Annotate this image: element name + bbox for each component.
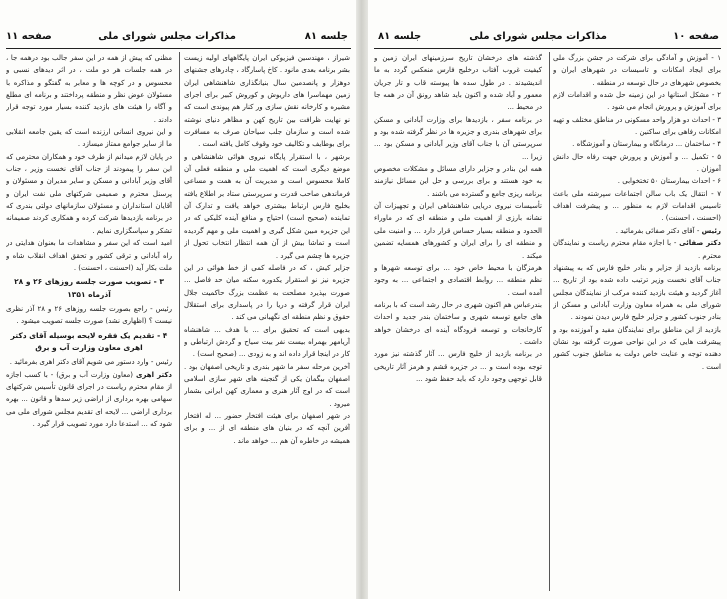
paragraph: امید است که این سفر و مشاهدات ما بعنوان هدایتی در راه آبادانی و ترقی کشور و تحقق اهداف انقلاب شاه و ملت بکار آید (احسنت ، احسنت) . bbox=[6, 239, 172, 272]
paragraph: بدیهی است که تحقیق برای ... با هدف ... شاهنشاه آریامهر بهمراه بیست نفر بیت سیاح و گردش ارتباطی و کار در اینجا قرار داده اند و به زودی ... (صحیح است) . bbox=[184, 325, 350, 359]
list-item: ۲ - مشکل استانها در این زمینه حل شده و اقدامات لازم برای آموزش و پرورش انجام می شود . bbox=[553, 91, 721, 112]
paragraph: آخرین مرحله سفر ما شهر بندری و تاریخی اصفهان بود . اصفهان بیگمان یکی از گنجینه های شهر سازی اسلامی است که در اوج آثار هنری و معماری کهن ایرانی بشمار میرود . bbox=[184, 362, 350, 408]
paragraph: گذشته های درخشان تاریخ سرزمینهای ایران زمین و کیفیت غروب آفتاب درخلیج فارس منعکس گردد به ما اندیشیدند . در طول سده ها پیوسته قاب و تار جریان معمور و آباد شده و اکنون باید شاهد رونق آن در همه جا در محیط ... bbox=[374, 54, 542, 112]
section-heading: ۳ - تصویب صورت جلسه روزهای ۲۶ و ۲۸ آذرماه ۱۳۵۱ bbox=[14, 277, 164, 299]
list-item: ۳ - احداث دو هزار واحد مسکونی در مناطق مختلف و تهیه امکانات رفاهی برای ساکنین . bbox=[553, 115, 721, 137]
list-item: ۷ - انتقال یک باب سالن اجتماعات سپرشته ملی باعث تاسیس اقدامات لازم به منظور ... و پیشرفت اهداف (احسنت ، احسنت) . bbox=[553, 189, 721, 223]
page-header bbox=[368, 28, 727, 46]
list-item: ۱ - آموزش و آمادگی برای شرکت در جشن بزرگ ملی برای ایجاد امکانات و تاسیسات در شهرهای ایران و بخصوص شهرهای در حال توسعه در منطقه . bbox=[553, 54, 721, 87]
speech-text: - آقای دکتر صفائی بفرمائید . bbox=[615, 226, 700, 235]
page-title: مذاکرات مجلس شورای ملی bbox=[98, 31, 236, 42]
list-item: ۶ - احداث بیمارستان ۵۰ تختخوابی . bbox=[617, 177, 721, 186]
speaker-name: دکتر صفائی bbox=[679, 239, 721, 248]
paragraph: همه این بنادر و جزایر دارای مسائل و مشکلات مخصوص به خود هستند و برای بررسی و حل این مسائل نیازمند برنامه ریزی جامع و گسترده می باشند . bbox=[374, 165, 542, 198]
paragraph: مظنی که پیش از همه در این سفر جالب بود درهمه جا ، در همه جلسات هر دو ملت ، در اثر دیدهای نسبی و محسوس و در کوچه ها و معابر به گفتگو و مذاکره با مسئولان عوض نظر و منطقه پرداختند و برنامه ای مطلع و آگاه را هیئت های بازدید کننده بسیار مورد توجه قرار دادند . bbox=[6, 54, 172, 124]
paragraph: برنامه بازدید از جزایر و بنادر خلیج فارس که به پیشنهاد جناب آقای نخست وزیر ترتیب داده شده بود از تاریخ ... آغاز گردید و هیئت بازدید کننده مرکب از نمایندگان مجلس شورای ملی به همراه معاون وزارت آبادانی و مسکن از بنادر جنوب کشور و جزایر خلیج فارس دیدن نمودند . bbox=[553, 263, 721, 322]
paragraph: رئیس - وارد دستور می شویم آقای دکتر اهری بفرمائید . bbox=[9, 358, 172, 367]
page-number: صفحه ۱۰ bbox=[673, 31, 719, 42]
paragraph: برشهر ، با استقرار پایگاه نیروی هوائی شاهنشاهی و موضع دیگری است که اهمیت ملی و منطقه فعلی آن کاملا محسوس است و مدیریت آن به همت و مساعی فرماندهی صاحب قدرت و سرپرستی ستاد بر اطلاع یافته بخلیج فارس ارتباط بیشتری خواهد یافت و تدارک آن تماینده (صحیح است) احتیاج و منافع آینده کلیکی که در این جزیره مبین شکل گیری و اهمیت ملی و مهم گردیده است و تماشا بیش از آن همه انتظار انتخاب تحول از جزیره ها چشم می گیرد . bbox=[184, 152, 350, 260]
paragraph: جزایر کیش ، که در فاصله کمی از خط هوائی در این جزیره نیز نو استقرار یکدوره سکنه میان حد فاصل ... صورت بپذیرد مصلحت به عظمت بزرگ حاکمیت جلال ایران قرار گرفته و دریا را در پاسداری برای استقلال حقوق و نظم منطقه ای نگهبانی می کند . bbox=[184, 263, 350, 322]
page-session: جلسه ۸۱ bbox=[378, 31, 422, 42]
paragraph: هرمزگان با محیط خاص خود ... برای توسعه شهرها و نظم منطقه ... روابط اقتصادی و اجتماعی ... به وجود آمده است . bbox=[374, 263, 542, 297]
speech-text: - با اجازه مقام محترم ریاست و نمایندگان محترم . bbox=[553, 239, 721, 260]
paragraph: در شهر اصفهان برای هیئت افتخار حضور ... له افتخار آفرین آنچه که در بنیان های منطقه ای از ... و برای همیشه در خاطره آن هم ... خواهد ماند . bbox=[184, 411, 350, 445]
book-gutter bbox=[356, 0, 368, 599]
paragraph: در برنامه بازدید از خلیج فارس ... آثار گذشته نیز مورد توجه بوده است و ... در جزیره قشم و هرمز آثار تاریخی قابل توجهی وجود دارد که باید حفظ شود ... bbox=[374, 350, 542, 383]
paragraph: و این نیروی انسانی ارزنده است که یقین جامعه انقلابی ما از سایر جوامع ممتاز میسازد . bbox=[6, 128, 172, 149]
paragraph: بازدید از این مناطق برای نمایندگان مفید و آموزنده بود و پیشرفت هایی که در این نواحی صورت گرفته بود نشان دهنده توجه و عنایت خاص دولت به مناطق جنوب کشور است . bbox=[553, 325, 721, 371]
left-page bbox=[0, 0, 356, 599]
header-rule bbox=[6, 48, 351, 49]
paragraph bbox=[553, 225, 721, 237]
column-divider bbox=[549, 52, 550, 591]
paragraph bbox=[6, 369, 172, 431]
page-header bbox=[0, 28, 356, 46]
text-column-left bbox=[6, 52, 172, 591]
column-divider bbox=[179, 52, 180, 591]
speaker-name: دکتر اهری bbox=[135, 370, 172, 379]
speaker-name: رئیس bbox=[701, 226, 721, 235]
page-title: مذاکرات مجلس شورای ملی bbox=[469, 31, 607, 42]
paragraph: در برنامه سفر ، بازدیدها برای وزارت آبادانی و مسکن برای شهرهای بندری و جزیره ها در نظر گرفته شده بود و سرپرستی آن با جناب آقای وزیر آبادانی و مسکن بود ... زیرا ... bbox=[374, 115, 542, 161]
section-heading: ۴ - تقدیم یک فقره لایحه بوسیله آقای دکتر اهری معاون وزارت آب و برق bbox=[10, 330, 168, 352]
paragraph: بندرعباس هم اکنون شهری در حال رشد است که با برنامه های جامع توسعه شهری و ساختمان بندر جدید و احداث کارخانجات و توسعه فرودگاه آینده ای درخشان خواهد داشت . bbox=[374, 300, 542, 346]
text-column-right bbox=[184, 52, 350, 591]
header-rule bbox=[374, 48, 721, 49]
paragraph: در پایان لازم میدانم از طرف خود و همکاران محترمی که این سفر را پیمودند از جناب آقای نخست وزیر ، جناب آقای وزیر آبادانی و مسکن و سایر مدیران و مسئولان و پرسنل محترم و صمیمی شرکتهای ملی نفت ایران و آقایان استانداران و مسئولان سازمانهای دولتی بندری که در برنامه بازدیدها شرکت کرده و همکاری کردند صمیمانه تشکر و سپاسگزاری نمایم . bbox=[6, 152, 172, 235]
text-column-right bbox=[553, 52, 721, 591]
text-column-left bbox=[374, 52, 542, 591]
page-session: جلسه ۸۱ bbox=[304, 31, 348, 42]
paragraph bbox=[553, 237, 721, 262]
list-item: ۴ - ساختمان ... درمانگاه و بیمارستان و آموزشگاه . bbox=[572, 140, 721, 149]
speech-text: (معاون وزارت آب و برق) - با کسب اجازه از مقام محترم ریاست در اجرای قانون تأسیس شرکتهای سهامی بهره برداری از اراضی زیر سدها و قانون ... بهره برداری اراضی ... لایحه ای تقدیم مجلس شورای ملی می شود که ... استدعا دارد مورد تصویب قرار گیرد . bbox=[6, 370, 172, 428]
right-page bbox=[368, 0, 727, 599]
page-number: صفحه ۱۱ bbox=[6, 31, 52, 42]
paragraph: رئیس - راجع بصورت جلسه روزهای ۲۶ و ۲۸ آذر نظری نیست ؟ (اظهاری نشد) صورت جلسه تصویب میشود . bbox=[6, 304, 172, 326]
paragraph: شیراز ، مهندسین فیزیوکی ایران پایگاههای اولیه زیست بشر برنامه بعدی مانود . کاخ پاسارگاد ، چادرهای جشنهای دوهزار و پانصدمین سال بنیانگذاری شاهنشاهی ایران زمین مهماسرا های داریوش و کوروش کبیر برای اجرای مشیره و کارخانه نقش سازی ور کنار هم پیوندی است که نو نهایت ظرافت بین تاریخ کهن و مظاهر دنیای نوشته شده است و سازمان جلب سیاحان صرف به مسافرت برای بوطایف و تکالیف خود وقوف کامل یافته است . bbox=[184, 54, 350, 149]
list-item: ۵ - تکمیل ... و آموزش و پرورش جهت رفاه حال دانش آموزان . bbox=[553, 152, 721, 174]
paragraph: تأسیسات نیروی دریایی شاهنشاهی ایران و تجهیزات آن نشانه بارزی از اهمیت ملی و منطقه ای که در ماوراء الحدود و منطقه بسیار حساس قرار دارد ... و امنیت ملی و منطقه ای را برای ایران و کشورهای همسایه تضمین میکند . bbox=[374, 202, 542, 260]
